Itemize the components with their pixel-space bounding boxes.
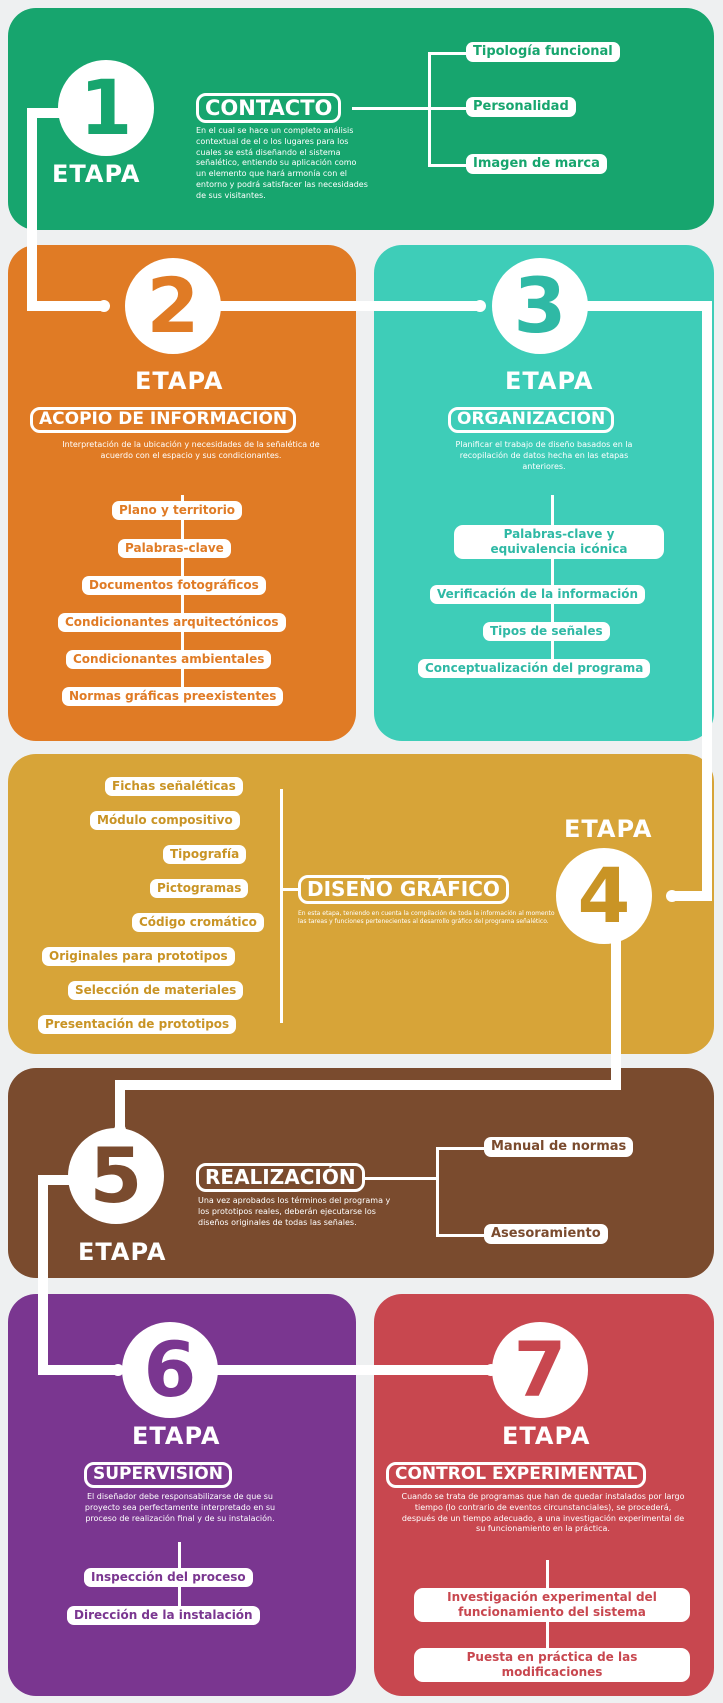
stage-3-number: 3 bbox=[513, 261, 567, 350]
stage-1-item: Tipología funcional bbox=[466, 42, 620, 62]
stage-4-item: Tipografía bbox=[163, 845, 246, 864]
stage-2-item: Condicionantes ambientales bbox=[66, 650, 271, 669]
stage-1-item: Personalidad bbox=[466, 97, 576, 117]
stage-5-title: REALIZACIÓN bbox=[196, 1163, 365, 1192]
flow-dot bbox=[666, 890, 678, 902]
stage-2-etapa-label: ETAPA bbox=[135, 367, 224, 395]
stage-6-item: Inspección del proceso bbox=[84, 1568, 253, 1587]
stage-7-number-badge bbox=[492, 1322, 588, 1418]
stage-2-description: Interpretación de la ubicación y necesidades de la señalética de acuerdo con el espacio y sus condicionantes. bbox=[62, 440, 320, 460]
stage-4-number: 4 bbox=[577, 851, 631, 940]
stage-1-item: Imagen de marca bbox=[466, 154, 607, 174]
flow-line bbox=[27, 110, 37, 310]
stage-7-item: Investigación experimental del funcionamiento del sistema bbox=[414, 1588, 690, 1622]
branch-line bbox=[436, 1147, 486, 1150]
stage-4-item: Fichas señaléticas bbox=[105, 777, 243, 796]
flow-line bbox=[702, 301, 712, 901]
stage-2-item: Documentos fotográficos bbox=[82, 576, 266, 595]
branch-line bbox=[436, 1234, 486, 1237]
stage-5-number: 5 bbox=[89, 1131, 143, 1220]
stage-2-number: 2 bbox=[146, 261, 200, 350]
stage-7-item: Puesta en práctica de las modificaciones bbox=[414, 1648, 690, 1682]
stage-3-description: Planificar el trabajo de diseño basados en la recopilación de datos hecha en las etapas anteriores. bbox=[455, 440, 633, 471]
stage-4-item: Originales para prototipos bbox=[42, 947, 235, 966]
stage-6-number: 6 bbox=[143, 1325, 197, 1414]
stage-4-item: Selección de materiales bbox=[68, 981, 243, 1000]
flow-line bbox=[200, 301, 480, 311]
stage-4-number-badge bbox=[556, 848, 652, 944]
stage-3-item: Palabras-clave y equivalencia icónica bbox=[454, 525, 664, 559]
stage-2-item: Palabras-clave bbox=[118, 539, 231, 558]
stage-6-etapa-label: ETAPA bbox=[132, 1422, 221, 1450]
stage-4-item: Pictogramas bbox=[150, 879, 248, 898]
stage-4-item: Presentación de prototipos bbox=[38, 1015, 236, 1034]
flow-line bbox=[115, 1080, 125, 1130]
branch-line bbox=[428, 52, 468, 55]
stage-1-etapa-label: ETAPA bbox=[52, 160, 141, 188]
stage-2-number-badge bbox=[125, 258, 221, 354]
stage-7-number: 7 bbox=[513, 1325, 567, 1414]
stage-7-description: Cuando se trata de programas que han de quedar instalados por largo tiempo (lo contrario de eventos circunstanciales), se procederá, después de un tiempo adecuado, a una investigación experimental de su funcionamiento en la práctica. bbox=[401, 1492, 685, 1534]
branch-line bbox=[280, 888, 298, 891]
stage-3-etapa-label: ETAPA bbox=[505, 367, 594, 395]
flow-line bbox=[115, 1080, 621, 1090]
flow-line bbox=[210, 1365, 490, 1375]
stage-6-item: Dirección de la instalación bbox=[67, 1606, 260, 1625]
flow-line bbox=[611, 940, 621, 1090]
branch-line bbox=[428, 107, 468, 110]
stage-2-item: Condicionantes arquitectónicos bbox=[58, 613, 286, 632]
stage-2-title: ACOPIO DE INFORMACIÓN bbox=[30, 407, 296, 433]
branch-line bbox=[280, 789, 283, 1023]
branch-line bbox=[352, 107, 432, 110]
stage-4-item: Módulo compositivo bbox=[90, 811, 240, 830]
stage-1-description: En el cual se hace un completo análisis contextual de el o los lugares para los cuales se está diseñando el sistema señalético, entiendo su aplicación como un elemento que hará armonía con el entorno y podrá satisfacer las necesidades de sus visitantes. bbox=[196, 126, 368, 200]
branch-line bbox=[364, 1177, 438, 1180]
flow-line bbox=[27, 301, 107, 311]
stage-2-item: Normas gráficas preexistentes bbox=[62, 687, 283, 706]
stage-7-etapa-label: ETAPA bbox=[502, 1422, 591, 1450]
stage-4-etapa-label: ETAPA bbox=[564, 815, 653, 843]
stage-3-item: Tipos de señales bbox=[483, 622, 610, 641]
flow-line bbox=[38, 1175, 48, 1375]
flow-dot bbox=[98, 300, 110, 312]
flow-line bbox=[38, 1365, 118, 1375]
stage-5-description: Una vez aprobados los términos del programa y los prototipos reales, deberán ejecutarse los diseños originales de todas las señales. bbox=[198, 1196, 391, 1227]
stage-5-item: Manual de normas bbox=[484, 1137, 633, 1157]
stage-6-description: El diseñador debe responsabilizarse de que su proyecto sea perfectamente interpretado en su proceso de realización final y de su instalación. bbox=[84, 1492, 276, 1523]
branch-line bbox=[436, 1147, 439, 1237]
stage-1-number: 1 bbox=[79, 63, 133, 152]
stage-4-description: En esta etapa, teniendo en cuenta la compilación de toda la información al momento las tareas y funciones pertenecientes al desarrollo gráfico del programa señalético. bbox=[298, 910, 555, 926]
branch-line bbox=[428, 164, 468, 167]
stage-7-title: CONTROL EXPERIMENTAL bbox=[386, 1462, 646, 1488]
stage-6-number-badge bbox=[122, 1322, 218, 1418]
stage-5-etapa-label: ETAPA bbox=[78, 1238, 167, 1266]
stage-4-title: DISEÑO GRÁFICO bbox=[298, 875, 509, 904]
stage-5-item: Asesoramiento bbox=[484, 1224, 608, 1244]
stage-4-item: Código cromático bbox=[132, 913, 264, 932]
stage-1-title: CONTACTO bbox=[196, 93, 341, 123]
stage-2-item: Plano y territorio bbox=[112, 501, 242, 520]
stage-3-title: ORGANIZACIÓN bbox=[448, 407, 614, 433]
stage-6-title: SUPERVISIÓN bbox=[84, 1462, 232, 1488]
stage-5-number-badge bbox=[68, 1128, 164, 1224]
flow-dot bbox=[474, 300, 486, 312]
stage-3-item: Verificación de la información bbox=[430, 585, 645, 604]
stage-3-item: Conceptualización del programa bbox=[418, 659, 650, 678]
stage-3-number-badge bbox=[492, 258, 588, 354]
stage-1-number-badge bbox=[58, 60, 154, 156]
